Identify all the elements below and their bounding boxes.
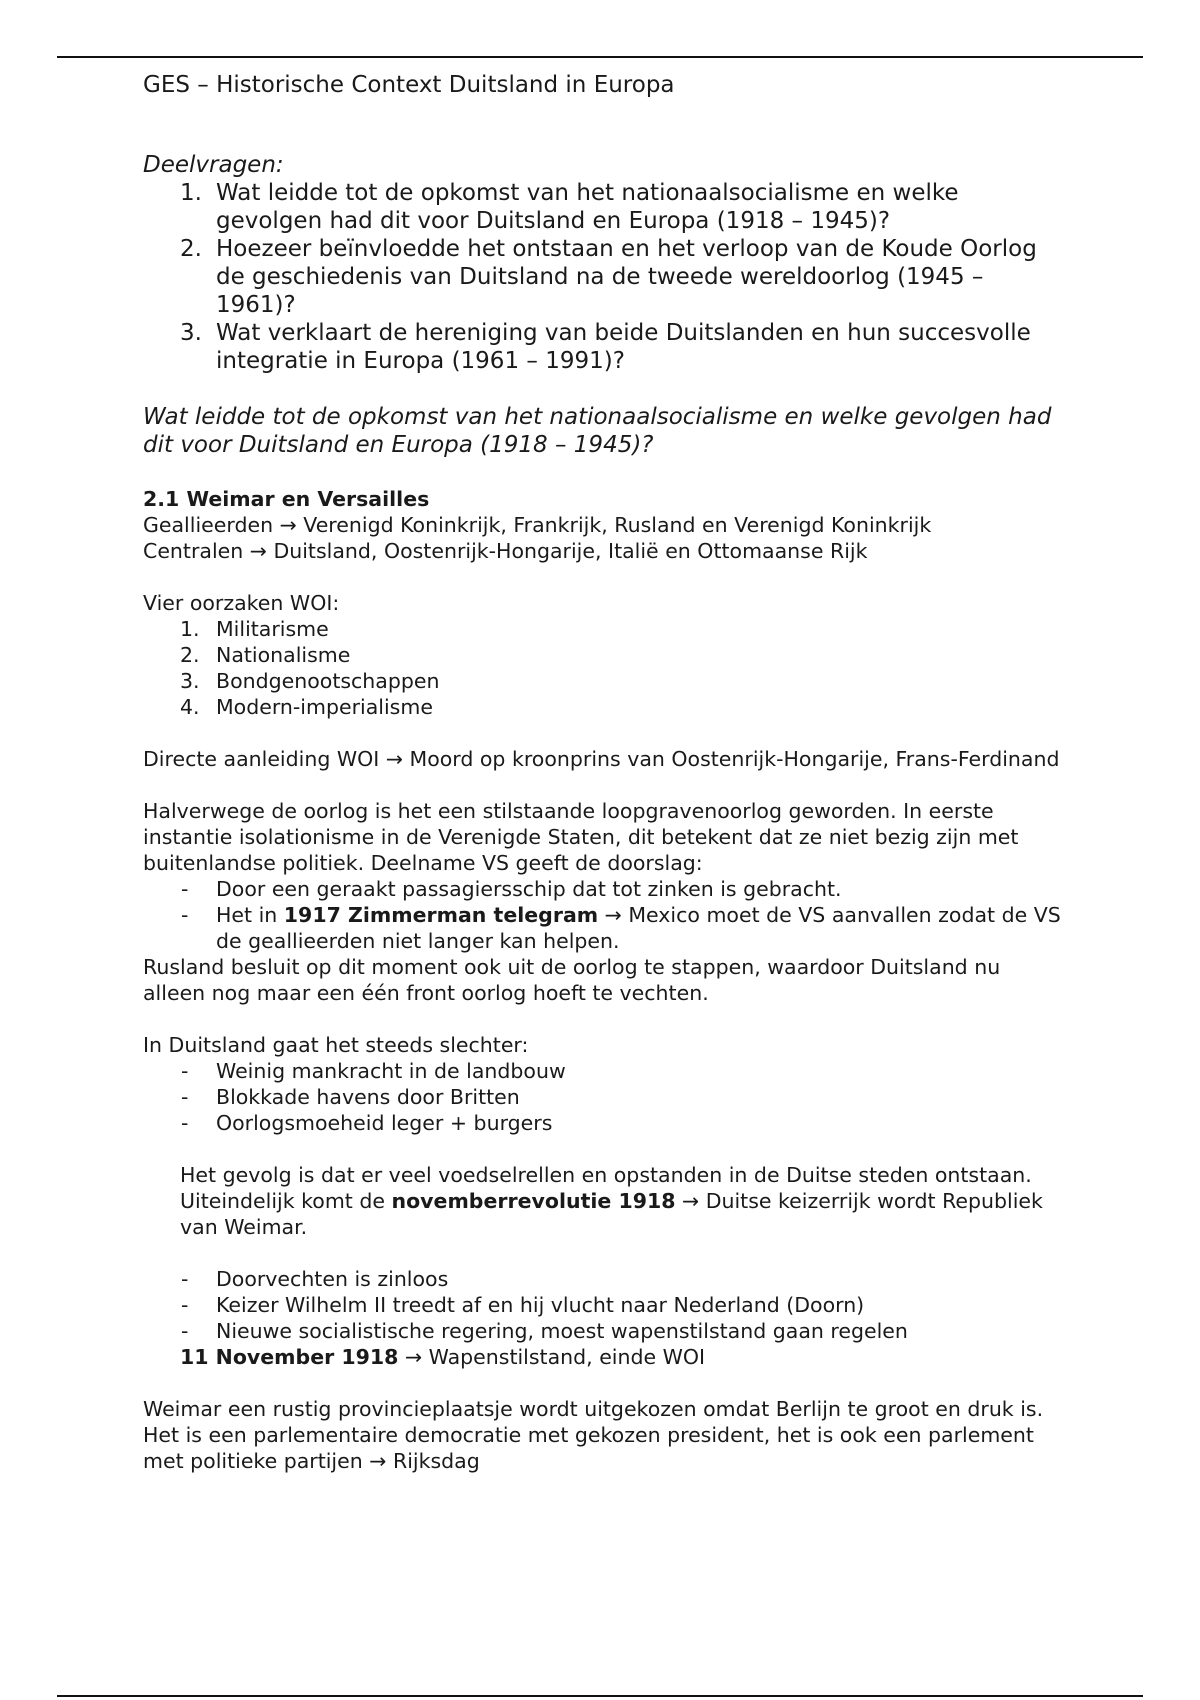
dash-bullet: -	[181, 1111, 189, 1135]
list-item	[143, 1266, 1063, 1292]
list-item-text: Oorlogsmoeheid leger + burgers	[216, 1111, 553, 1135]
gevolg-text-end: → Duitse keizerrijk wordt Republiek van Weimar.	[180, 1189, 1043, 1239]
wapenstilstand-line	[143, 1344, 1063, 1370]
list-item	[143, 235, 1063, 319]
dash-bullet: -	[181, 1293, 189, 1317]
rusland-paragraph: Rusland besluit op dit moment ook uit de oorlog te stappen, waardoor Duitsland nu alleen nog maar een één front oorlog hoeft te vechten.	[143, 955, 1001, 1005]
list-item	[143, 876, 1063, 902]
list-item-text: Keizer Wilhelm II treedt af en hij vlucht naar Nederland (Doorn)	[216, 1293, 865, 1317]
slechter-label: In Duitsland gaat het steeds slechter:	[143, 1033, 529, 1057]
top-rule	[57, 56, 1143, 58]
geallieerden-line: Geallieerden → Verenigd Koninkrijk, Frankrijk, Rusland en Verenigd Koninkrijk	[143, 513, 932, 537]
dash-bullet: -	[181, 1085, 189, 1109]
list-item-text: Hoezeer beïnvloedde het ontstaan en het verloop van de Koude Oorlog de geschiedenis van Duitsland na de tweede wereldoorlog (1945 – 1961)?	[216, 236, 1037, 318]
list-item-text: Modern-imperialisme	[216, 695, 433, 719]
list-item	[143, 1084, 1063, 1110]
list-item-text: Nationalisme	[216, 643, 351, 667]
document-page	[143, 70, 1063, 1474]
list-number: 2.	[180, 236, 202, 262]
list-item-text: → Mexico moet de VS aanvallen zodat de VS de geallieerden niet langer kan helpen.	[216, 903, 1061, 953]
dash-bullet: -	[181, 1267, 189, 1291]
vs-bullets	[143, 876, 1063, 954]
list-item	[143, 319, 1063, 375]
list-number: 4.	[180, 695, 200, 719]
dash-bullet: -	[181, 903, 189, 927]
list-item	[143, 668, 1063, 694]
list-item-text: Weinig mankracht in de landbouw	[216, 1059, 566, 1083]
list-item	[143, 1318, 1063, 1344]
list-number: 1.	[180, 617, 200, 641]
list-item	[143, 642, 1063, 668]
gevolg-paragraph	[143, 1162, 1063, 1240]
list-item-text: Doorvechten is zinloos	[216, 1267, 449, 1291]
list-item-text: Militarisme	[216, 617, 329, 641]
deelvragen-label: Deelvragen:	[143, 152, 284, 178]
list-item	[143, 616, 1063, 642]
list-item-text: Wat verklaart de hereniging van beide Duitslanden en hun succesvolle integratie in Europa (1961 – 1991)?	[216, 320, 1031, 374]
centralen-line: Centralen → Duitsland, Oostenrijk-Hongarije, Italië en Ottomaanse Rijk	[143, 539, 868, 563]
list-item-text: Blokkade havens door Britten	[216, 1085, 520, 1109]
bottom-rule	[57, 1695, 1143, 1697]
document-header: GES – Historische Context Duitsland in Europa	[143, 72, 675, 98]
einde-list	[143, 1266, 1063, 1344]
halverwege-paragraph: Halverwege de oorlog is het een stilstaande loopgravenoorlog geworden. In eerste instantie isolationisme in de Verenigde Staten, dit betekent dat ze niet bezig zijn met buitenlandse politiek. Deelname VS geeft de doorslag:	[143, 799, 1019, 875]
wapenstilstand-text: → Wapenstilstand, einde WOI	[398, 1345, 706, 1369]
oorzaken-label: Vier oorzaken WOI:	[143, 591, 340, 615]
list-item-text: Het in	[216, 903, 284, 927]
list-item-text: Bondgenootschappen	[216, 669, 440, 693]
list-item-text: Wat leidde tot de opkomst van het nationaalsocialisme en welke gevolgen had dit voor Duitsland en Europa (1918 – 1945)?	[216, 180, 959, 234]
oorzaken-list	[143, 616, 1063, 720]
list-number: 3.	[180, 669, 200, 693]
list-item	[143, 694, 1063, 720]
list-item-text: Nieuwe socialistische regering, moest wapenstilstand gaan regelen	[216, 1319, 908, 1343]
section-title: 2.1 Weimar en Versailles	[143, 487, 430, 511]
question-heading: Wat leidde tot de opkomst van het nationaalsocialisme en welke gevolgen had dit voor Duitsland en Europa (1918 – 1945)?	[143, 404, 1052, 458]
list-number: 3.	[180, 320, 202, 346]
weimar-paragraph: Weimar een rustig provincieplaatsje wordt uitgekozen omdat Berlijn te groot en druk is. Het is een parlementaire democratie met gekozen president, het is ook een parlement met politieke partijen → Rijksdag	[143, 1397, 1044, 1473]
novemberrevolutie-bold: novemberrevolutie 1918	[391, 1189, 676, 1213]
list-item	[143, 1110, 1063, 1136]
zimmerman-bold: 1917 Zimmerman telegram	[283, 903, 599, 927]
list-item	[143, 1292, 1063, 1318]
list-item	[143, 179, 1063, 235]
list-item	[143, 1058, 1063, 1084]
deelvragen-list	[143, 179, 1063, 375]
aanleiding-paragraph: Directe aanleiding WOI → Moord op kroonprins van Oostenrijk-Hongarije, Frans-Ferdinand	[143, 747, 1060, 771]
list-item	[143, 902, 1063, 954]
list-item-text: Door een geraakt passagiersschip dat tot zinken is gebracht.	[216, 877, 842, 901]
slechter-list	[143, 1058, 1063, 1136]
list-number: 1.	[180, 180, 202, 206]
list-number: 2.	[180, 643, 200, 667]
wapenstilstand-date-bold: 11 November 1918	[180, 1345, 399, 1369]
gevolg-text: Het gevolg is dat er veel voedselrellen en opstanden in de Duitse steden ontstaan. Uiteindelijk komt de	[180, 1163, 1032, 1213]
dash-bullet: -	[181, 877, 189, 901]
dash-bullet: -	[181, 1059, 189, 1083]
dash-bullet: -	[181, 1319, 189, 1343]
